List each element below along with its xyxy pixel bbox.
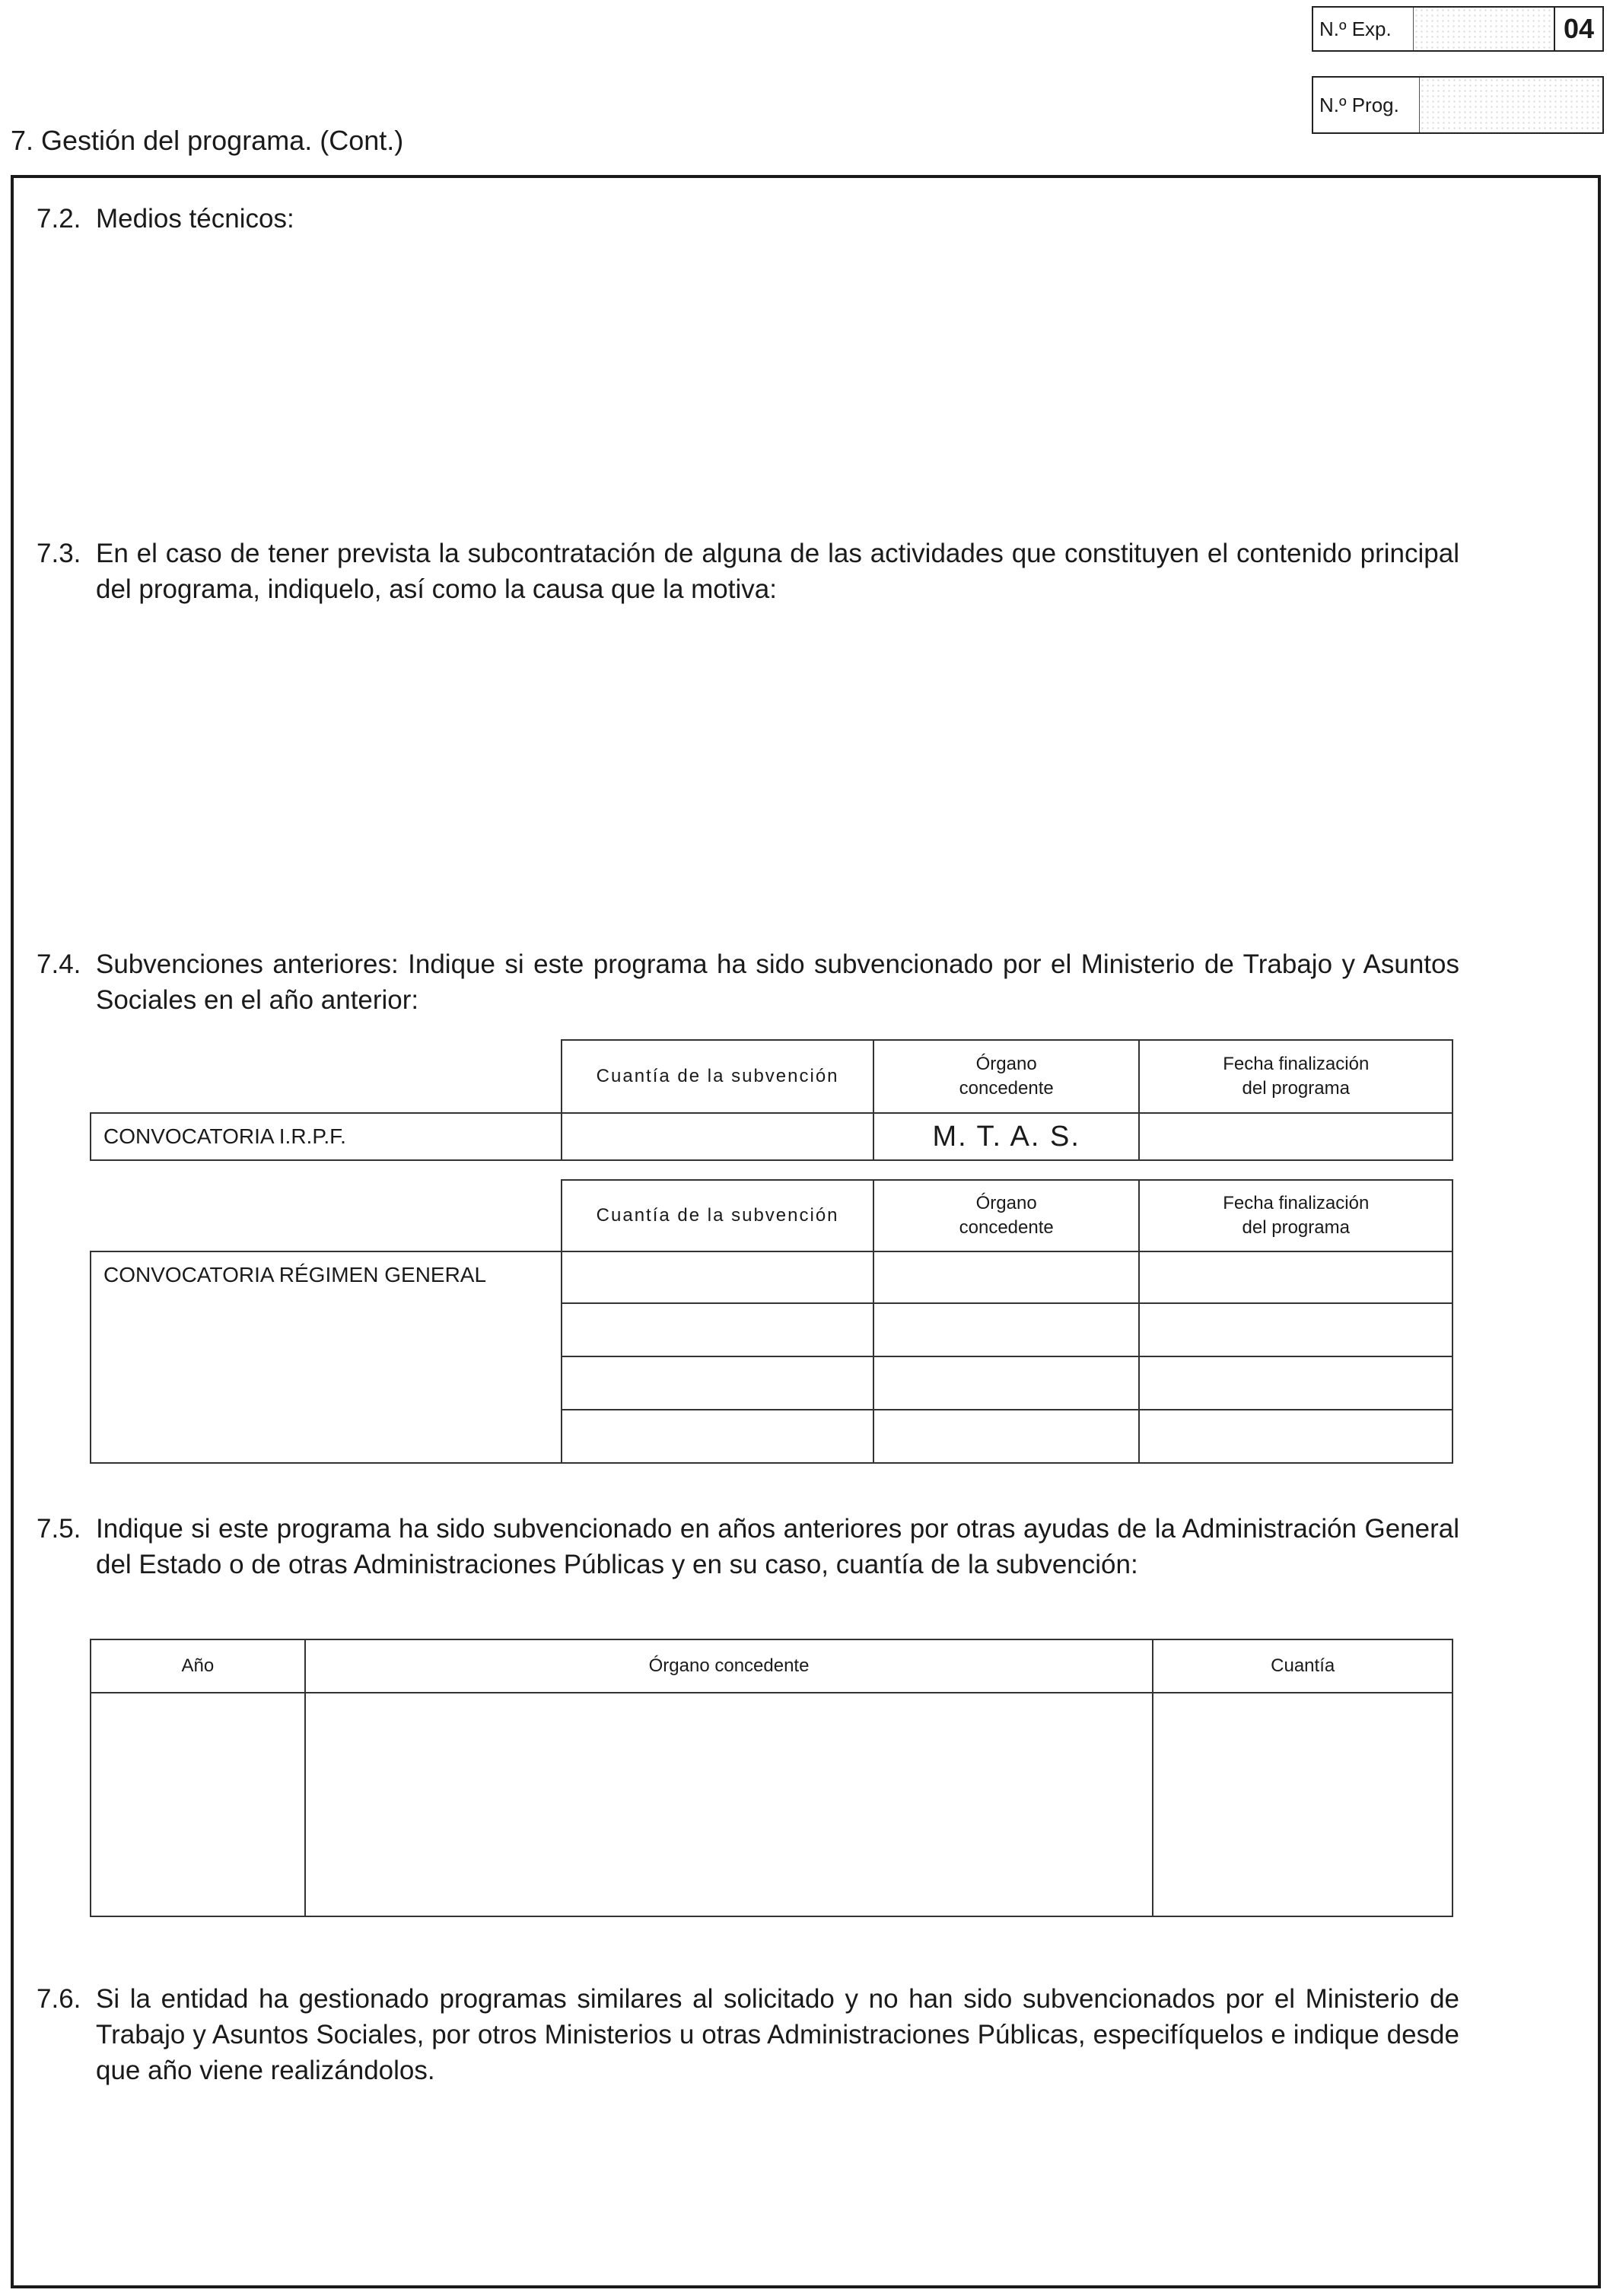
irpf-header-fecha-line2: del programa [1242, 1078, 1350, 1099]
item-7-2 [37, 201, 1459, 239]
item-7-3 [37, 536, 1459, 612]
other-aid-header-cuantia: Cuantía [1153, 1639, 1452, 1693]
general-cell[interactable] [1139, 1356, 1452, 1410]
exp-number-box [1312, 6, 1604, 52]
exp-number-field[interactable] [1414, 8, 1554, 50]
item-7-4-number: 7.4. [37, 949, 81, 979]
general-table [90, 1179, 1453, 1464]
other-aid-cuantia-cell[interactable] [1153, 1693, 1452, 1916]
prog-number-field[interactable] [1420, 78, 1602, 132]
irpf-organo-cell: M. T. A. S. [873, 1113, 1140, 1160]
general-header-fecha-line2: del programa [1242, 1217, 1350, 1238]
general-cell[interactable] [873, 1303, 1140, 1356]
item-7-2-answer-area[interactable] [97, 243, 1513, 533]
prog-number-label: N.º Prog. [1313, 78, 1420, 132]
item-7-4 [37, 946, 1459, 1022]
other-aid-header-anio: Año [91, 1639, 305, 1693]
irpf-header-cuantia: Cuantía de la subvención [562, 1040, 873, 1113]
general-header-organo-line2: concedente [959, 1217, 1054, 1238]
general-cell[interactable] [562, 1303, 873, 1356]
general-cell[interactable] [873, 1251, 1140, 1303]
general-header-organo [873, 1180, 1140, 1251]
general-cell[interactable] [1139, 1251, 1452, 1303]
exp-code: 04 [1554, 8, 1602, 50]
general-cell[interactable] [873, 1356, 1140, 1410]
item-7-2-number: 7.2. [37, 204, 81, 234]
general-row-label: CONVOCATORIA RÉGIMEN GENERAL [91, 1251, 562, 1463]
section-title: 7. Gestión del programa. (Cont.) [11, 125, 404, 156]
item-7-6-text: Si la entidad ha gestionado programas similares al solicitado y no han sido subvencionados por el Ministerio de Trabajo y Asuntos Sociales, por otros Ministerios u otras Administraciones Públicas, especifíquelos e indique desde que año viene realizándolos. [96, 1984, 1459, 2085]
general-cell[interactable] [562, 1410, 873, 1463]
irpf-fecha-cell[interactable] [1139, 1113, 1452, 1160]
general-cell[interactable] [562, 1356, 873, 1410]
other-aid-table [90, 1639, 1453, 1917]
item-7-3-number: 7.3. [37, 539, 81, 568]
irpf-table [90, 1039, 1453, 1161]
item-7-5-number: 7.5. [37, 1514, 81, 1544]
other-aid-header-organo: Órgano concedente [305, 1639, 1153, 1693]
irpf-cuantia-cell[interactable] [562, 1113, 873, 1160]
general-header-organo-line1: Órgano [975, 1193, 1037, 1213]
irpf-header-organo-line2: concedente [959, 1078, 1054, 1099]
general-cell[interactable] [1139, 1303, 1452, 1356]
exp-number-label: N.º Exp. [1313, 8, 1414, 50]
item-7-5 [37, 1511, 1459, 1625]
irpf-header-fecha-line1: Fecha finalización [1223, 1054, 1370, 1074]
irpf-header-organo-line1: Órgano [975, 1054, 1037, 1074]
general-table-corner [91, 1180, 562, 1251]
other-aid-organo-cell[interactable] [305, 1693, 1153, 1916]
irpf-row-label: CONVOCATORIA I.R.P.F. [91, 1113, 562, 1160]
general-cell[interactable] [1139, 1410, 1452, 1463]
item-7-2-text: Medios técnicos: [96, 204, 294, 234]
general-header-fecha [1139, 1180, 1452, 1251]
general-cell[interactable] [873, 1410, 1140, 1463]
item-7-6-answer-area[interactable] [97, 2100, 1513, 2267]
irpf-header-fecha [1139, 1040, 1452, 1113]
irpf-table-corner [91, 1040, 562, 1113]
item-7-6 [37, 1981, 1459, 2095]
general-cell[interactable] [562, 1251, 873, 1303]
item-7-5-text: Indique si este programa ha sido subvencionado en años anteriores por otras ayudas de la Administración General del Estado o de otras Administraciones Públicas y en su caso, cuantía de la subvención: [96, 1514, 1459, 1579]
prog-number-box [1312, 76, 1604, 134]
general-header-fecha-line1: Fecha finalización [1223, 1193, 1370, 1213]
item-7-6-number: 7.6. [37, 1984, 81, 2014]
item-7-3-answer-area[interactable] [97, 616, 1513, 943]
item-7-3-text: En el caso de tener prevista la subcontratación de alguna de las actividades que constituyen el contenido principal del programa, indiquelo, así como la causa que la motiva: [96, 539, 1459, 604]
general-header-cuantia: Cuantía de la subvención [562, 1180, 873, 1251]
other-aid-anio-cell[interactable] [91, 1693, 305, 1916]
item-7-4-text: Subvenciones anteriores: Indique si este programa ha sido subvencionado por el Ministerio de Trabajo y Asuntos Sociales en el año anterior: [96, 949, 1459, 1015]
irpf-header-organo [873, 1040, 1140, 1113]
